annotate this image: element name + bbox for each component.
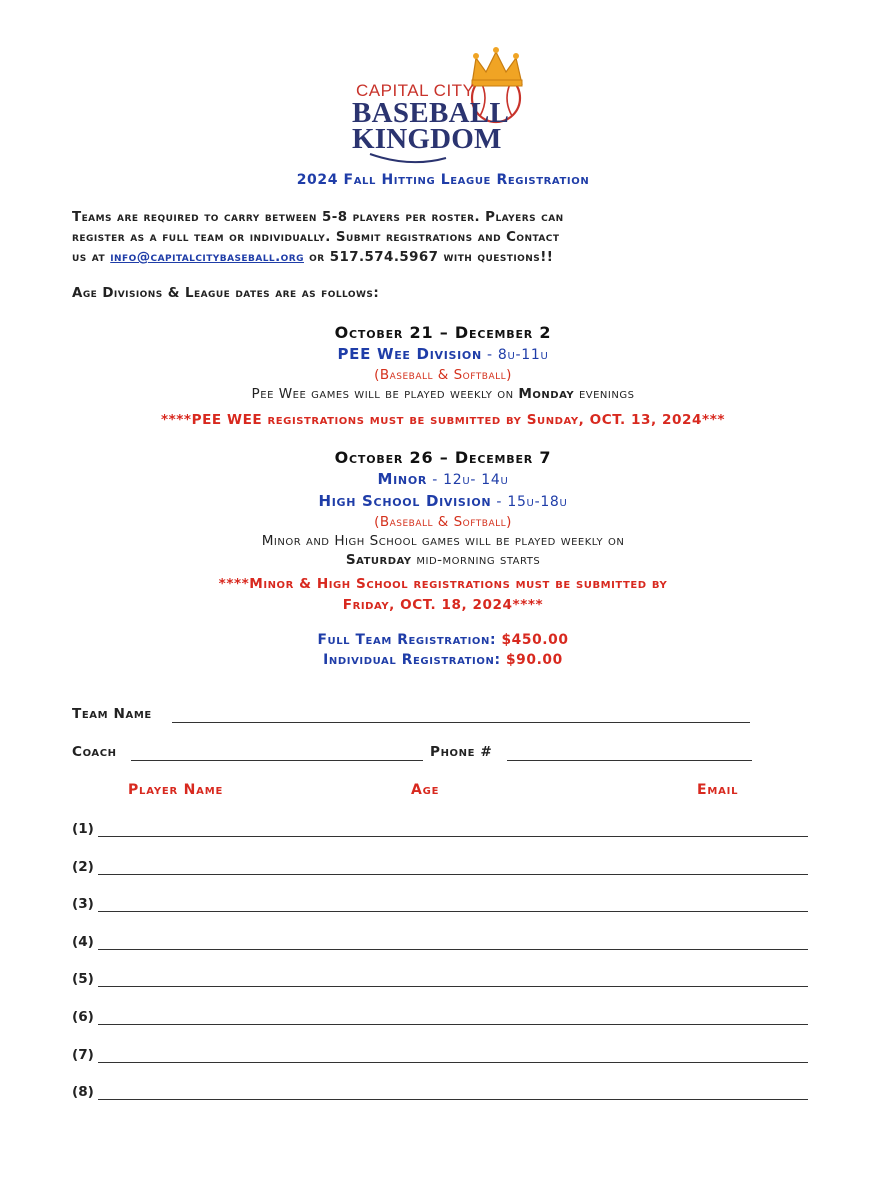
intro-line-1: Teams are required to carry between 5-8 players per roster. Players can [72,210,564,225]
team-name-field[interactable] [172,722,750,723]
division-range: - 15u-18u [491,494,568,510]
session-1-sports: (Baseball & Softball) [374,367,512,383]
phone-field[interactable] [507,760,752,761]
fee-amount: $450.00 [501,632,569,648]
page-title: 2024 Fall Hitting League Registration [296,172,590,188]
logo-line2: BASEBALL [352,97,510,129]
session-2-division-highschool [0,491,886,513]
fee-individual [0,650,886,670]
session-1-schedule [0,385,886,404]
schedule-prefix: Pee Wee games will be played weekly on [251,386,519,402]
intro-line-3-suffix: or 517.574.5967 with questions!! [303,250,554,265]
player-row-number: (7) [72,1047,94,1063]
schedule-suffix: mid-morning starts [411,552,541,568]
column-header-player-name: Player Name [128,782,224,798]
schedule-suffix: evenings [574,386,635,402]
session-1-division [0,344,886,366]
player-row-field[interactable] [98,1024,808,1025]
session-2-dates: October 26 – December 7 [334,448,552,467]
session-2-deadline-line-1: ****Minor & High School registrations must be submitted by [218,576,668,592]
age-divisions-heading: Age Divisions & League dates are as follows: [72,286,380,301]
player-row-number: (1) [72,821,94,837]
coach-label: Coach [72,744,117,760]
email-link[interactable]: info@capitalcitybaseball.org [110,250,304,265]
player-row-field[interactable] [98,874,808,875]
fee-label: Full Team Registration: [317,632,502,648]
fee-full-team [0,630,886,650]
logo-line3: KINGDOM [352,123,502,155]
fee-amount: $90.00 [505,652,563,668]
division-range: - 8u-11u [481,347,549,363]
fees [0,630,886,670]
player-row-field[interactable] [98,911,808,912]
player-row-number: (6) [72,1009,94,1025]
intro-paragraph [72,208,812,268]
player-row-number: (4) [72,934,94,950]
division-name: Minor [377,470,428,488]
session-2 [0,447,886,616]
session-1 [0,322,886,431]
fee-label: Individual Registration: [323,652,506,668]
division-range: - 12u- 14u [427,472,509,488]
session-2-sports: (Baseball & Softball) [374,514,512,530]
logo-line1: CAPITAL CITY [356,81,475,100]
player-row-field[interactable] [98,836,808,837]
team-name-label: Team Name [72,706,152,722]
phone-label: Phone # [430,744,493,760]
logo [350,44,530,172]
schedule-day: Saturday [345,552,412,568]
player-row-field[interactable] [98,1099,808,1100]
column-header-age: Age [411,782,440,798]
player-row-number: (5) [72,971,94,987]
player-row-field[interactable] [98,949,808,950]
division-name: High School Division [318,492,492,510]
session-2-schedule-line-1: Minor and High School games will be played weekly on [261,533,625,549]
player-row-number: (8) [72,1084,94,1100]
player-row-field[interactable] [98,1062,808,1063]
session-1-deadline: ****PEE WEE registrations must be submitted by Sunday, OCT. 13, 2024*** [160,412,726,428]
session-1-dates: October 21 – December 2 [334,323,552,342]
intro-line-3 [72,248,812,268]
session-2-division-minor [0,469,886,491]
player-row-field[interactable] [98,986,808,987]
session-2-schedule-line-2 [0,551,886,570]
division-name: PEE Wee Division [337,345,482,363]
coach-field[interactable] [131,760,423,761]
player-row-number: (2) [72,859,94,875]
column-header-email: Email [697,782,739,798]
crown-baseball-icon [350,44,530,172]
intro-line-2: register as a full team or individually. Submit registrations and Contact [72,230,560,245]
session-2-deadline-line-2: Friday, OCT. 18, 2024**** [342,597,544,613]
schedule-day: Monday [518,386,575,402]
intro-line-3-prefix: us at [72,250,111,265]
player-row-number: (3) [72,896,94,912]
